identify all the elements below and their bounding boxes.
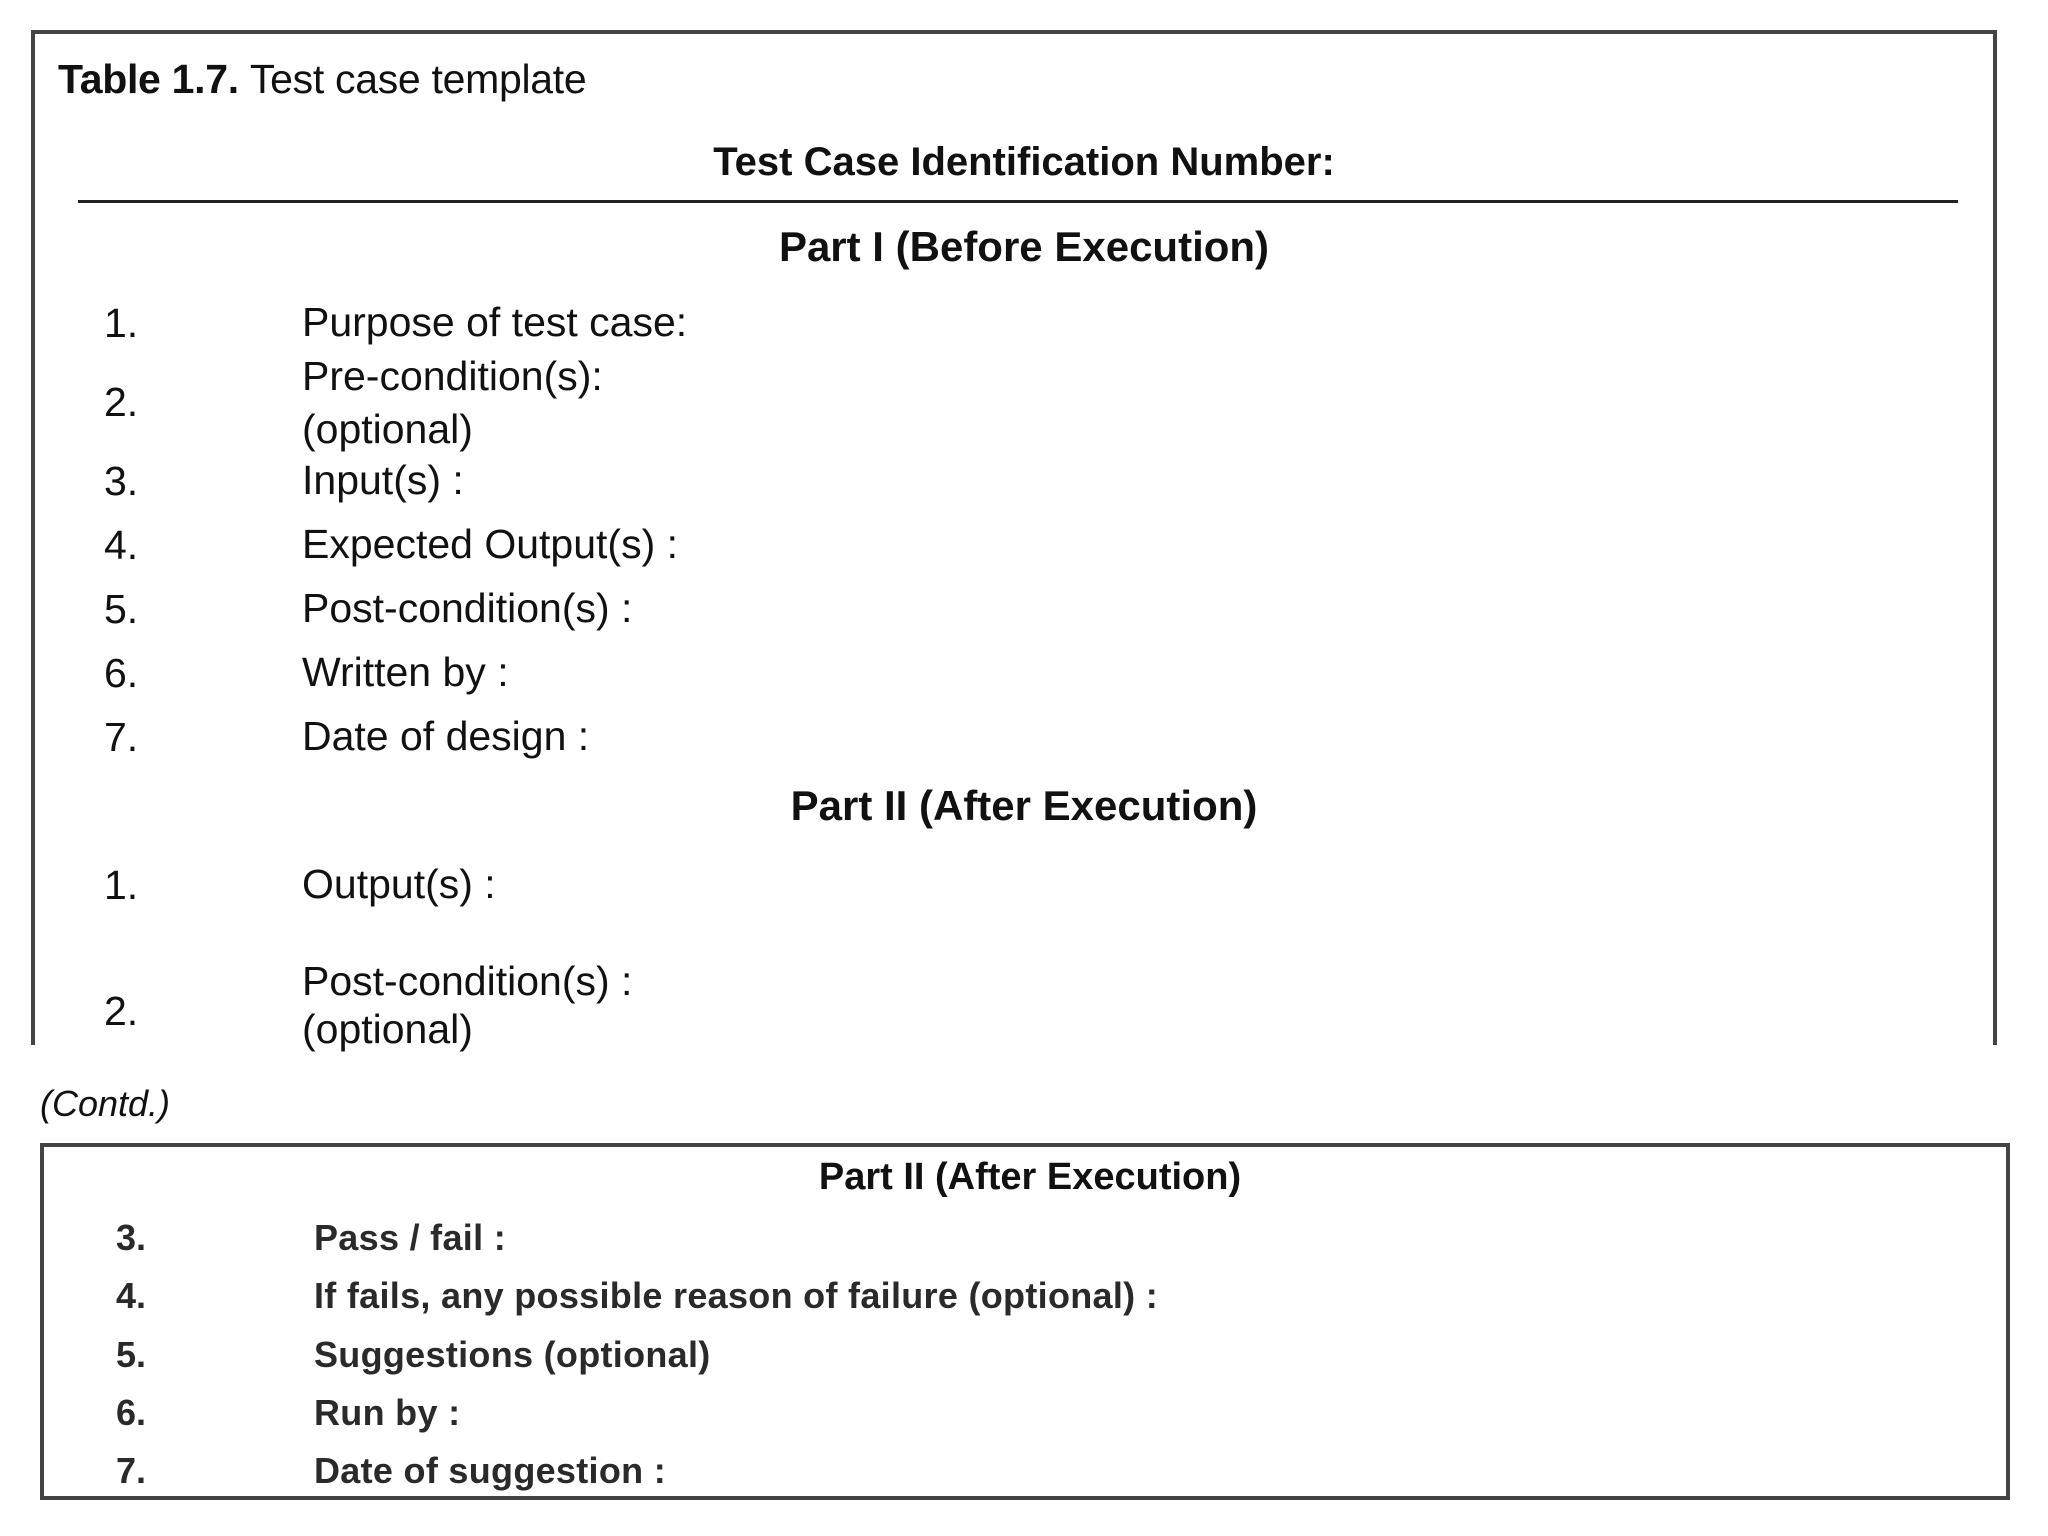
header-divider: [78, 200, 1958, 203]
part1-item-label: Input(s) :: [302, 457, 464, 503]
part2-item-num: 1.: [104, 862, 139, 908]
part2-cont-item-label: Pass / fail :: [314, 1217, 506, 1258]
part2-cont-item-label: Date of suggestion :: [314, 1450, 667, 1491]
part2-cont-item-num: 5.: [116, 1334, 147, 1375]
part1-heading: Part I (Before Execution): [778, 223, 1270, 270]
part1-item-label: Expected Output(s) :: [302, 521, 679, 567]
part1-item-label: Pre-condition(s):: [302, 353, 603, 399]
part2-cont-item-label: If fails, any possible reason of failure (optional) :: [314, 1275, 1159, 1316]
table-caption: [58, 56, 586, 103]
part1-item-label: Purpose of test case:: [302, 299, 688, 345]
part2-cont-item-num: 3.: [116, 1217, 147, 1258]
part2-cont-item-num: 7.: [116, 1450, 147, 1491]
part1-item-num: 5.: [104, 586, 139, 632]
table-caption-label: Table 1.7.: [58, 56, 239, 102]
part1-item-num: 2.: [104, 379, 139, 425]
part2-cont-item-num: 6.: [116, 1392, 147, 1433]
part2-cont-heading: Part II (After Execution): [818, 1156, 1242, 1198]
test-case-id-heading: Test Case Identification Number:: [713, 140, 1335, 184]
part2-cont-item-label: Suggestions (optional): [314, 1334, 711, 1375]
part1-item-label-note: (optional): [302, 406, 473, 452]
part1-item-num: 1.: [104, 300, 139, 346]
part2-item-num: 2.: [104, 988, 139, 1034]
part2-cont-item-num: 4.: [116, 1275, 147, 1316]
part1-item-num: 3.: [104, 458, 139, 504]
part1-item-num: 6.: [104, 650, 139, 696]
part1-item-num: 7.: [104, 714, 139, 760]
part2-cont-item-label: Run by :: [314, 1392, 461, 1433]
part2-item-label: Post-condition(s) :: [302, 958, 633, 1004]
part2-item-label-note: (optional): [302, 1006, 473, 1052]
part2-heading: Part II (After Execution): [790, 782, 1258, 829]
part1-item-label: Date of design :: [302, 713, 590, 759]
part1-item-label: Post-condition(s) :: [302, 585, 633, 631]
part1-item-label: Written by :: [302, 649, 509, 695]
part2-item-label: Output(s) :: [302, 861, 496, 907]
part1-item-num: 4.: [104, 522, 139, 568]
continued-label: (Contd.): [40, 1083, 171, 1124]
table-caption-title: Test case template: [249, 56, 587, 102]
